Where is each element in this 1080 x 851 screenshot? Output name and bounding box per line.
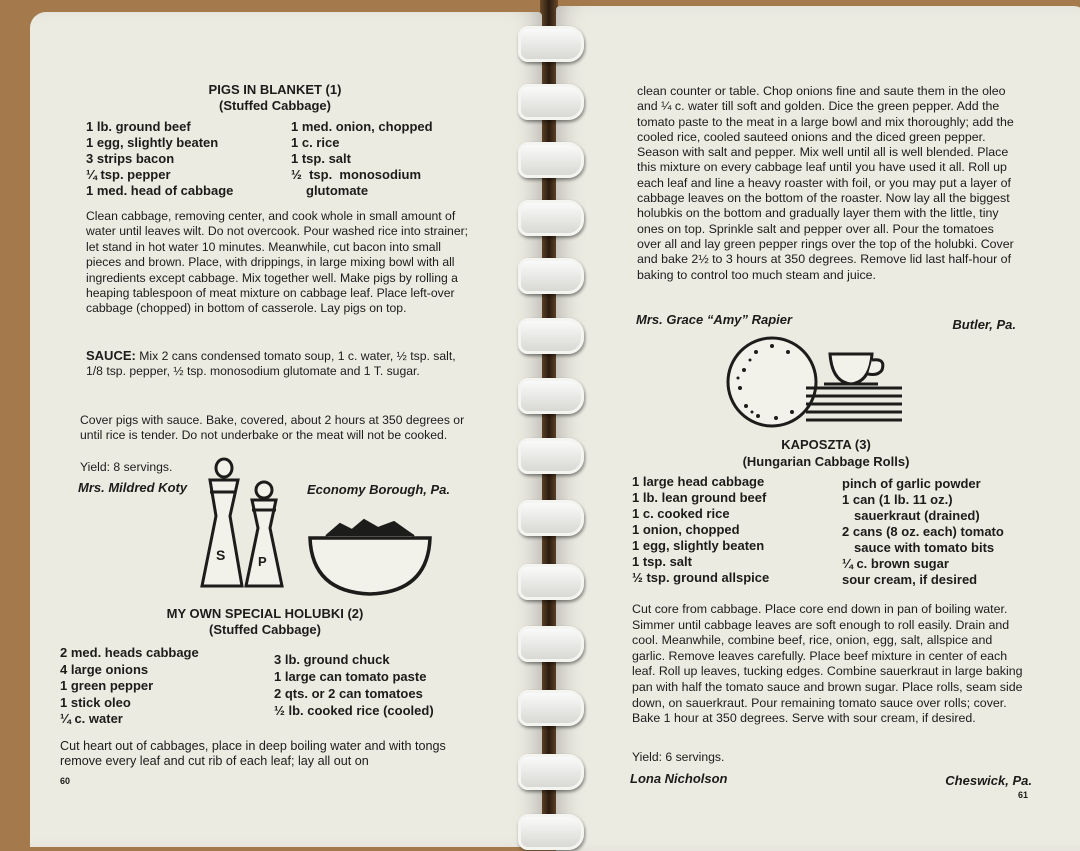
recipe-3-place: Cheswick, Pa.: [945, 773, 1032, 788]
ingredient: pinch of garlic powder: [842, 476, 981, 491]
recipe-1-bake: Cover pigs with sauce. Bake, covered, about 2 hours at 350 degrees or until rice is tender. Do not underbake or the meat will not be cooked.: [80, 413, 465, 443]
pepper-shaker-icon: [246, 482, 282, 586]
ingredient: sauce with tomato bits: [854, 540, 995, 555]
ingredient: ½ tsp. monosodium: [291, 167, 422, 182]
ingredient: ¼ c. water: [60, 711, 123, 726]
teacup-icon: [824, 354, 883, 384]
recipe-1-author: Mrs. Mildred Koty: [78, 480, 188, 495]
mixing-bowl-icon: [304, 510, 436, 600]
salt-shaker-icon: [202, 459, 242, 586]
binding-ring: [518, 318, 584, 354]
ingredient: 2 med. heads cabbage: [60, 645, 199, 660]
ingredient: 1 med. head of cabbage: [86, 183, 234, 198]
recipe-2-subtitle: (Stuffed Cabbage): [209, 622, 321, 637]
ingredient: ½ lb. cooked rice (cooled): [274, 703, 434, 718]
sauce-text: Mix 2 cans condensed tomato soup, 1 c. water, ½ tsp. salt, 1/8 tsp. pepper, ½ tsp. monosodium glutomate and 1 T. sugar.: [86, 349, 456, 379]
binding-ring: [518, 438, 584, 474]
ingredient: 3 strips bacon: [86, 151, 175, 166]
recipe-1-ingredients-col-2: [291, 119, 491, 199]
recipe-2-ingredients-col-1: [60, 645, 270, 728]
recipe-2-directions-continued: clean counter or table. Chop onions fine and saute them in the oleo and ¼ c. water till soft and golden. Dice the green pepper. Add the tomato paste to the meat in a large bowl and mix thoroughly; add the cooled rice, cooled sauteed onions and the diced green pepper. Season with salt and pepper. Mix well until all is well blended. Place this mixture on every cabbage leaf until you have used it all. Roll up each leaf and line a heavy roaster with foil, or you may put a layer of cabbage leaves on the bottom of the roaster. Now lay all the biggest holubkis on the bottom and gradually layer them with the little, tiny ones on top. Sprinkle salt and pepper over all. Pour the tomatoes over all and lay green pepper rings over the top of the holubki. Cover and bake 2½ to 3 hours at 350 degrees. Remove lid last half-hour of baking to control too much steam and juice.: [637, 84, 1014, 282]
ingredient: 1 egg, slightly beaten: [86, 135, 219, 150]
ingredient: 2 cans (8 oz. each) tomato: [842, 524, 1004, 539]
recipe-3-ingredients-col-1: [632, 474, 842, 586]
recipe-1-sauce: [86, 348, 470, 380]
binding-ring: [518, 626, 584, 662]
binding-ring: [518, 754, 584, 790]
recipe-1-directions: Clean cabbage, removing center, and cook whole in small amount of water until leaves wilt. Do not overcook. Pour washed rice into strainer; let stand in hot water 10 minutes. Meanwhile, cut bacon into small pieces and brown. Place, with drippings, in large mixing bowl with all ingredients except cabbage. Mix together well. Make pigs by rolling a heaping tablespoon of meat mixture on cabbage leaf. Place left-over cabbage (chopped) in bottom of casserole. Lay pigs on top.: [86, 209, 469, 316]
salt-and-pepper-illustration: [190, 456, 290, 592]
recipe-2-directions-start: Cut heart out of cabbages, place in deep boiling water and with tongs remove every leaf and cut rib of each leaf; lay all out on: [60, 739, 446, 769]
page-number-right: 61: [1018, 790, 1029, 800]
ingredient: 1 c. cooked rice: [632, 506, 730, 521]
recipe-1-ingredients-col-1: [86, 119, 286, 199]
ingredient: 2 qts. or 2 can tomatoes: [274, 686, 423, 701]
ingredient: 4 large onions: [60, 661, 149, 677]
ingredient: ¼ c. brown sugar: [842, 556, 949, 571]
ingredient: 1 can (1 lb. 11 oz.): [842, 492, 953, 507]
table-setting-illustration: [726, 332, 908, 432]
right-page: [556, 6, 1080, 851]
ingredient: 1 onion, chopped: [632, 522, 740, 537]
ingredient: 1 large head cabbage: [632, 474, 765, 489]
binding-ring: [518, 500, 584, 536]
recipe-2-place: Butler, Pa.: [952, 317, 1016, 332]
recipe-2-title: MY OWN SPECIAL HOLUBKI (2): [166, 606, 364, 621]
ingredient: 1 stick oleo: [60, 694, 131, 710]
ingredient: glutomate: [306, 183, 369, 198]
binding-ring: [518, 690, 584, 726]
ingredient: 1 lb. lean ground beef: [632, 490, 767, 505]
pepper-shaker-letter: P: [258, 554, 267, 569]
binding-ring: [518, 378, 584, 414]
binding-ring: [518, 26, 584, 62]
ingredient: ¼ tsp. pepper: [86, 167, 171, 182]
recipe-3-yield: Yield: 6 servings.: [632, 750, 725, 764]
recipe-1-place: Economy Borough, Pa.: [307, 482, 451, 497]
binding-ring: [518, 258, 584, 294]
recipe-3-ingredients-col-2: [842, 476, 1042, 588]
ingredient: 1 med. onion, chopped: [291, 119, 433, 134]
ingredient: ½ tsp. ground allspice: [632, 570, 770, 585]
salt-shaker-letter: S: [216, 547, 226, 563]
ingredient: sour cream, if desired: [842, 572, 978, 587]
binding-ring: [518, 200, 584, 236]
binding-ring: [518, 564, 584, 600]
sauce-label: SAUCE:: [86, 348, 136, 363]
binding-ring: [518, 814, 584, 850]
plate-icon: [728, 338, 816, 426]
ingredient: sauerkraut (drained): [854, 508, 980, 523]
placemat-icon: [806, 388, 902, 420]
ingredient: 1 lb. ground beef: [86, 119, 191, 134]
ingredient: 1 c. rice: [291, 135, 340, 150]
ingredient: 3 lb. ground chuck: [274, 652, 390, 667]
recipe-3-title: KAPOSZTA (3): [781, 437, 871, 452]
ingredient: 1 green pepper: [60, 678, 154, 693]
binding-ring: [518, 142, 584, 178]
recipe-2-ingredients-col-2: [274, 651, 484, 719]
page-number-left: 60: [60, 776, 71, 786]
recipe-3-author: Lona Nicholson: [630, 771, 728, 786]
ingredient: 1 tsp. salt: [632, 554, 692, 569]
recipe-1-subtitle: (Stuffed Cabbage): [219, 98, 331, 113]
left-page: [30, 12, 542, 847]
recipe-1-title: PIGS IN BLANKET (1): [208, 82, 342, 97]
binding-ring: [518, 84, 584, 120]
ingredient: 1 egg, slightly beaten: [632, 538, 765, 553]
ingredient: 1 tsp. salt: [291, 151, 351, 166]
recipe-3-directions: Cut core from cabbage. Place core end down in pan of boiling water. Simmer until cabbage leaves are soft enough to roll easily. Drain and cool. Meanwhile, combine beef, rice, onion, egg, salt, allspice and garlic. Remove leaves carefully. Place beef mixture in center of each leaf. Roll up leaves, tucking edges. Combine sauerkraut in large baking pan with half the tomato sauce and brown sugar. Place rolls, seam side down, on sauerkraut. Pour remaining tomato sauce over rolls; cover. Bake 1 hour at 350 degrees. Serve with sour cream, if desired.: [632, 602, 1023, 726]
recipe-1-yield: Yield: 8 servings.: [80, 460, 173, 474]
ingredient: 1 large can tomato paste: [274, 669, 427, 684]
recipe-3-subtitle: (Hungarian Cabbage Rolls): [742, 454, 910, 469]
recipe-2-author: Mrs. Grace “Amy” Rapier: [636, 312, 793, 327]
